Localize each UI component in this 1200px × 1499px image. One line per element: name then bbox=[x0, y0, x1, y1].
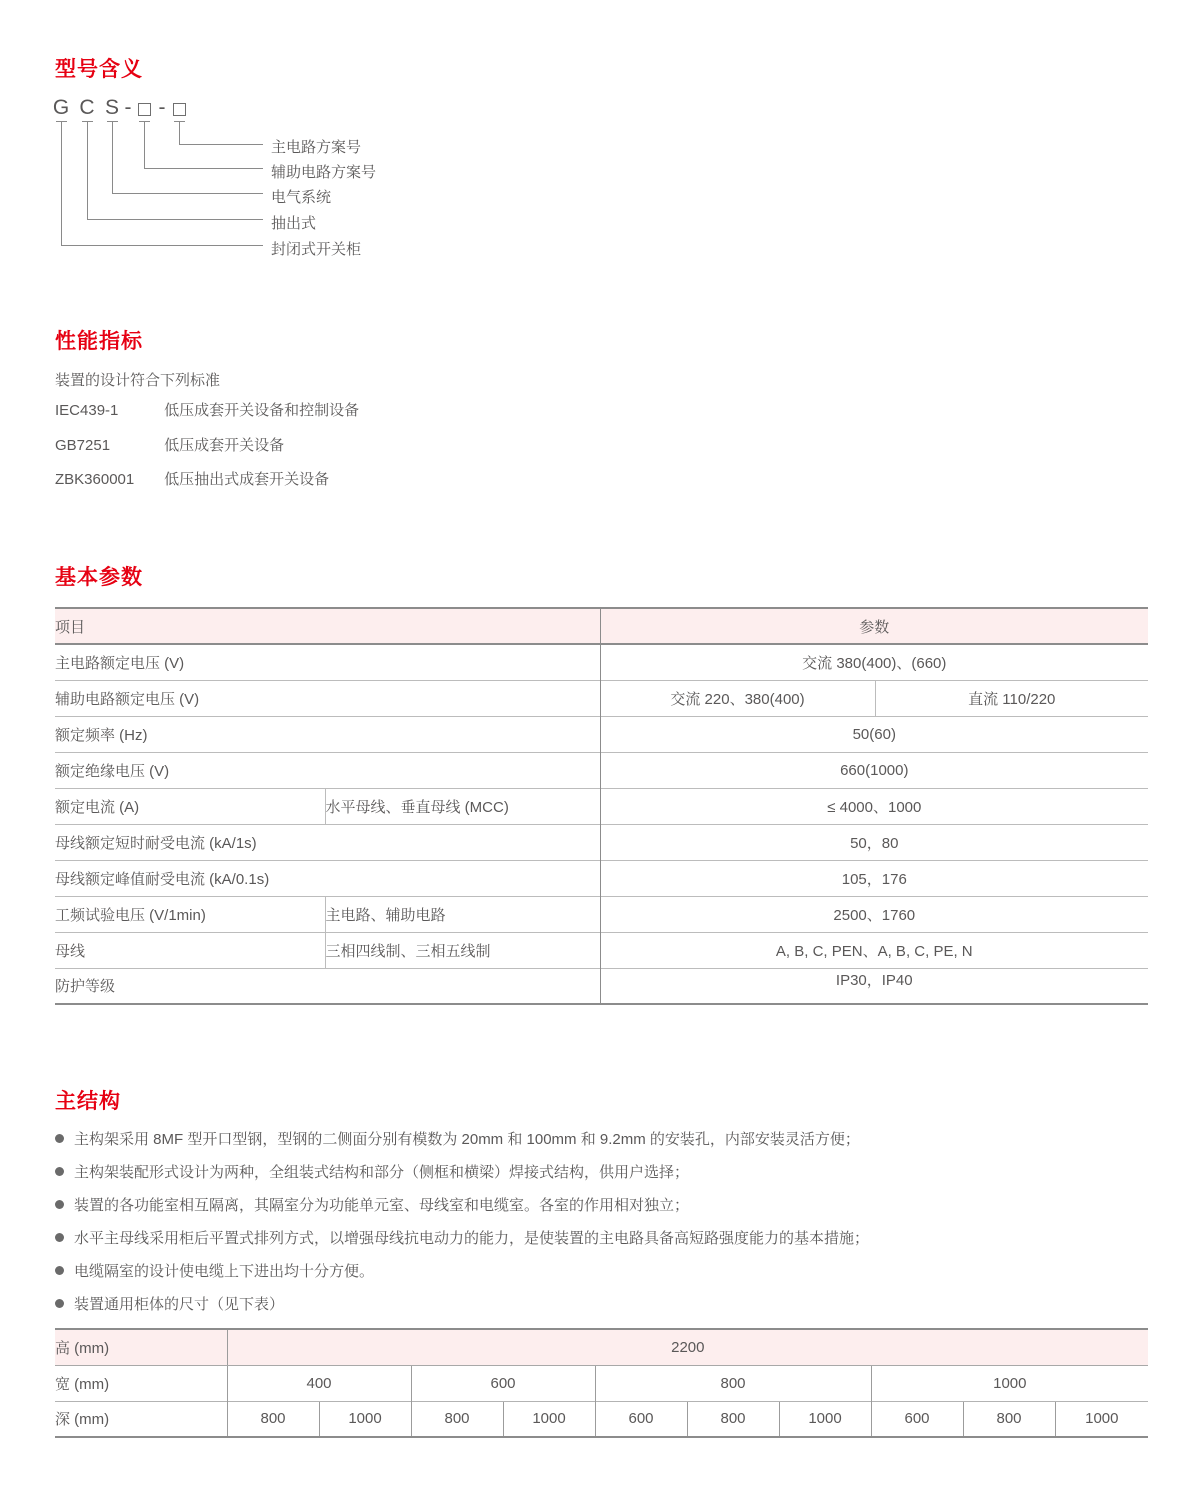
table-row bbox=[55, 860, 1148, 896]
param-value-cell: 交流 380(400)、(660) bbox=[600, 644, 1148, 680]
param-value-cell: A, B, C, PEN、A, B, C, PE, N bbox=[600, 932, 1148, 968]
bullet-text: 主构架采用 8MF 型开口型钢，型钢的二侧面分别有模数为 20mm 和 100mm 和 9.2mm 的安装孔，内部安装灵活方便； bbox=[74, 1131, 860, 1148]
model-dash: - bbox=[124, 96, 132, 119]
param-label-cell: 额定电流 (A) bbox=[55, 788, 325, 824]
dimension-height-row bbox=[55, 1329, 1148, 1365]
param-label-cell: 辅助电路额定电压 (V) bbox=[55, 680, 600, 716]
param-label-cell: 主电路额定电压 (V) bbox=[55, 644, 600, 680]
param-value-cell: 660(1000) bbox=[600, 752, 1148, 788]
dim-value-cell: 800 bbox=[227, 1401, 319, 1437]
bullet-icon bbox=[55, 1167, 64, 1176]
bullet-text: 电缆隔室的设计使电缆上下进出均十分方便。 bbox=[74, 1263, 375, 1280]
param-label-cell: 母线额定峰值耐受电流 (kA/0.1s) bbox=[55, 860, 600, 896]
list-item bbox=[55, 1122, 1165, 1155]
dim-value-cell: 1000 bbox=[779, 1401, 871, 1437]
model-meaning-heading: 型号含义 bbox=[55, 58, 143, 81]
param-value-cell: 交流 220、380(400) bbox=[600, 680, 875, 716]
table-row bbox=[55, 644, 1148, 680]
standard-row bbox=[55, 468, 329, 489]
table-row bbox=[55, 824, 1148, 860]
bullet-icon bbox=[55, 1299, 64, 1308]
main-structure-heading: 主结构 bbox=[55, 1090, 121, 1113]
basic-params-heading: 基本参数 bbox=[55, 566, 143, 589]
param-label-cell: 母线 bbox=[55, 932, 325, 968]
param-label-cell: 工频试验电压 (V/1min) bbox=[55, 896, 325, 932]
dim-value-cell: 2200 bbox=[227, 1329, 1148, 1365]
structure-bullet-list bbox=[55, 1122, 1165, 1320]
param-label-cell: 防护等级 bbox=[55, 968, 600, 1004]
dim-value-cell: 600 bbox=[871, 1401, 963, 1437]
standard-desc: 低压抽出式成套开关设备 bbox=[164, 471, 330, 488]
dim-label-cell: 高 (mm) bbox=[55, 1329, 227, 1365]
standard-row bbox=[55, 434, 284, 455]
dim-label-cell: 宽 (mm) bbox=[55, 1365, 227, 1401]
dimensions-table bbox=[55, 1328, 1148, 1438]
list-item bbox=[55, 1188, 1165, 1221]
standard-desc: 低压成套开关设备和控制设备 bbox=[164, 402, 360, 419]
model-placeholder-box bbox=[138, 103, 151, 116]
dim-value-cell: 800 bbox=[963, 1401, 1055, 1437]
list-item bbox=[55, 1287, 1165, 1320]
bullet-text: 水平主母线采用柜后平置式排列方式，以增强母线抗电动力的能力，是使装置的主电路具备高短路强度能力的基本措施； bbox=[74, 1230, 870, 1247]
table-row bbox=[55, 968, 1148, 1004]
bullet-text: 装置的各功能室相互隔离，其隔室分为功能单元室、母线室和电缆室。各室的作用相对独立； bbox=[74, 1197, 690, 1214]
dimension-depth-row bbox=[55, 1401, 1148, 1437]
table-row bbox=[55, 896, 1148, 932]
dim-value-cell: 400 bbox=[227, 1365, 411, 1401]
param-value-cell: ≤ 4000、1000 bbox=[600, 788, 1148, 824]
dim-value-cell: 600 bbox=[411, 1365, 595, 1401]
param-value-cell: 50(60) bbox=[600, 716, 1148, 752]
table-row bbox=[55, 716, 1148, 752]
param-value-cell: IP30，IP40 bbox=[600, 968, 1148, 1004]
model-placeholder-box bbox=[173, 103, 186, 116]
dim-value-cell: 1000 bbox=[1055, 1401, 1148, 1437]
bullet-icon bbox=[55, 1266, 64, 1275]
model-letter-c: C bbox=[79, 96, 95, 119]
param-label-cell: 母线额定短时耐受电流 (kA/1s) bbox=[55, 824, 600, 860]
dim-value-cell: 1000 bbox=[319, 1401, 411, 1437]
bullet-icon bbox=[55, 1200, 64, 1209]
param-value-cell: 50，80 bbox=[600, 824, 1148, 860]
diagram-label-enclosed: 封闭式开关柜 bbox=[271, 241, 362, 258]
dim-value-cell: 1000 bbox=[871, 1365, 1148, 1401]
param-label-cell: 额定频率 (Hz) bbox=[55, 716, 600, 752]
standard-row bbox=[55, 399, 359, 420]
dim-value-cell: 800 bbox=[687, 1401, 779, 1437]
param-sublabel-cell: 水平母线、垂直母线 (MCC) bbox=[325, 788, 600, 824]
performance-heading: 性能指标 bbox=[55, 330, 143, 353]
dim-value-cell: 800 bbox=[595, 1365, 871, 1401]
standard-desc: 低压成套开关设备 bbox=[164, 437, 285, 454]
param-sublabel-cell: 主电路、辅助电路 bbox=[325, 896, 600, 932]
list-item bbox=[55, 1254, 1165, 1287]
bullet-text: 装置通用柜体的尺寸（见下表） bbox=[74, 1296, 285, 1313]
list-item bbox=[55, 1221, 1165, 1254]
diagram-connector bbox=[61, 122, 263, 246]
bullet-icon bbox=[55, 1233, 64, 1242]
param-sublabel-cell: 三相四线制、三相五线制 bbox=[325, 932, 600, 968]
standard-code: IEC439-1 bbox=[55, 402, 119, 419]
standard-code: GB7251 bbox=[55, 437, 111, 454]
standard-code: ZBK360001 bbox=[55, 471, 135, 488]
model-dash: - bbox=[158, 96, 166, 119]
param-label-cell: 额定绝缘电压 (V) bbox=[55, 752, 600, 788]
basic-params-table bbox=[55, 607, 1148, 1005]
model-letter-s: S bbox=[104, 96, 120, 119]
model-letter-g: G bbox=[52, 96, 70, 119]
performance-intro: 装置的设计符合下列标准 bbox=[55, 372, 221, 389]
table-row bbox=[55, 788, 1148, 824]
header-param-cell: 参数 bbox=[600, 608, 1148, 644]
dimension-width-row bbox=[55, 1365, 1148, 1401]
diagram-label-main-circuit: 主电路方案号 bbox=[271, 139, 362, 156]
dim-value-cell: 800 bbox=[411, 1401, 503, 1437]
diagram-label-elec-system: 电气系统 bbox=[271, 189, 332, 206]
diagram-label-withdrawable: 抽出式 bbox=[271, 215, 317, 232]
dim-value-cell: 1000 bbox=[503, 1401, 595, 1437]
param-value-cell: 2500、1760 bbox=[600, 896, 1148, 932]
table-row bbox=[55, 932, 1148, 968]
header-item-cell: 项目 bbox=[55, 608, 600, 644]
table-header-row bbox=[55, 608, 1148, 644]
diagram-label-aux-circuit: 辅助电路方案号 bbox=[271, 164, 377, 181]
param-value-cell: 105，176 bbox=[600, 860, 1148, 896]
bullet-icon bbox=[55, 1134, 64, 1143]
table-row bbox=[55, 680, 1148, 716]
dim-label-cell: 深 (mm) bbox=[55, 1401, 227, 1437]
dim-value-cell: 600 bbox=[595, 1401, 687, 1437]
table-row bbox=[55, 752, 1148, 788]
param-value-cell: 直流 110/220 bbox=[875, 680, 1148, 716]
bullet-text: 主构架装配形式设计为两种，全组装式结构和部分（侧框和横梁）焊接式结构，供用户选择； bbox=[74, 1164, 690, 1181]
list-item bbox=[55, 1155, 1165, 1188]
